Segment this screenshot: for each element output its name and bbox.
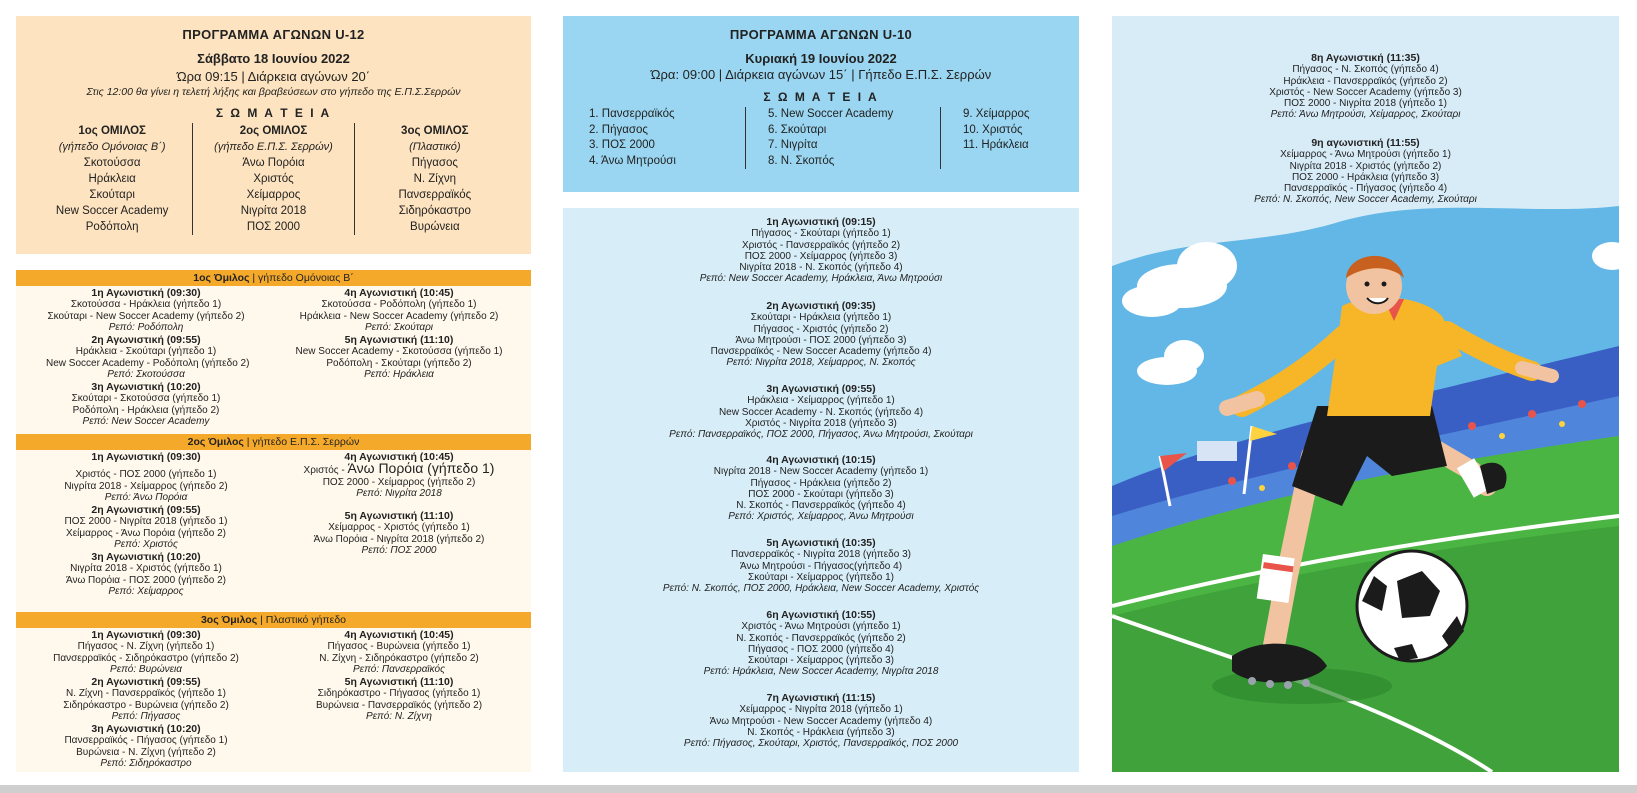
- match-line: Ν. Σκοπός - Πανσερραϊκός (γήπεδο 2): [736, 632, 906, 644]
- round-block: [46, 677, 246, 722]
- match-line: Ν. Σκοπός - Ηράκλεια (γήπεδο 3): [747, 726, 895, 738]
- rest-line: Ρεπό: Σιδηρόκαστρο: [100, 757, 192, 769]
- group-venue: (γήπεδο Ομόνοιας Β΄): [58, 141, 166, 153]
- match-line: Ν. Ζίχνη - Πανσερραϊκός (γήπεδο 1): [66, 688, 226, 700]
- rest-line: Ρεπό: Ροδόπολη: [108, 321, 184, 333]
- round-title: 5η Αγωνιστική (11:10): [344, 510, 454, 522]
- round-title: 1η Αγωνιστική (09:30): [91, 287, 201, 299]
- match-away: Άνω Πορόια (γήπεδο 1): [347, 460, 495, 477]
- match-line: Σκούταρι - Χείμαρρος (γήπεδο 3): [748, 655, 894, 667]
- match-line: Νιγρίτα 2018 - Χριστός (γήπεδο 2): [1289, 160, 1442, 172]
- round-title: 9η αγωνιστική (11:55): [1311, 137, 1420, 149]
- match-line: Ροδόπολη - Ηράκλεια (γήπεδο 2): [72, 404, 220, 416]
- round-title: 3η Αγωνιστική (09:55): [766, 383, 876, 395]
- match-line: ΠΟΣ 2000 - Σκούταρι (γήπεδο 3): [748, 488, 894, 500]
- rest-line: Ρεπό: Ν. Σκοπός, ΠΟΣ 2000, Ηράκλεια, New Soccer Academy, Χριστός: [662, 583, 980, 595]
- round-title: 2η Αγωνιστική (09:35): [766, 300, 876, 312]
- match-line: Ν. Ζίχνη - Σιδηρόκαστρο (γήπεδο 2): [319, 652, 479, 664]
- match-line: Χείμαρρος - Χριστός (γήπεδο 1): [328, 522, 470, 534]
- match-line: New Soccer Academy - Ν. Σκοπός (γήπεδο 4): [718, 406, 924, 418]
- match-line: Πανσερραϊκός - Σιδηρόκαστρο (γήπεδο 2): [53, 652, 239, 664]
- match-line: Άνω Πορόια - ΠΟΣ 2000 (γήπεδο 2): [65, 574, 227, 586]
- u12-group-3: [354, 123, 515, 235]
- round-block: [294, 335, 504, 380]
- match-line: Πανσερραϊκός - Πήγασος (γήπεδο 4): [1283, 183, 1448, 195]
- rest-line: Ρεπό: Πανσερραϊκός, ΠΟΣ 2000, Πήγασος, Άνω Μητρούσι, Σκούταρι: [669, 429, 973, 441]
- u10-time: Ώρα: 09:00 | Διάρκεια αγώνων 15΄ | Γήπεδο Ε.Π.Σ. Σερρών: [650, 67, 992, 82]
- round-title: 4η Αγωνιστική (10:45): [344, 451, 454, 463]
- round-title: 3η Αγωνιστική (10:20): [91, 551, 201, 563]
- round-title: 1η Αγωνιστική (09:30): [91, 629, 201, 641]
- team: Χριστός: [253, 173, 294, 185]
- rest-line: Ρεπό: Ν. Ζίχνη: [365, 710, 432, 722]
- match-line: Ν. Σκοπός - Πανσερραϊκός (γήπεδο 4): [736, 500, 906, 512]
- match-line: Νιγρίτα 2018 - Χριστός (γήπεδο 1): [70, 563, 222, 575]
- rest-line: Ρεπό: Πήγασος, Σκούταρι, Χριστός, Πανσερραϊκός, ΠΟΣ 2000: [683, 738, 959, 750]
- round-block: [563, 301, 1079, 369]
- match-line: Σκούταρι - Σκοτούσσα (γήπεδο 1): [71, 393, 221, 405]
- group-name: 3ος ΟΜΙΛΟΣ: [401, 125, 469, 137]
- rest-line: Ρεπό: Νιγρίτα 2018, Χείμαρρος, Ν. Σκοπός: [726, 357, 916, 369]
- round-block: [563, 384, 1079, 440]
- match-line: Σκοτούσσα - Ροδόπολη (γήπεδο 1): [321, 299, 477, 311]
- club: 4. Άνω Μητρούσι: [589, 154, 676, 167]
- round-title: 1η Αγωνιστική (09:15): [766, 216, 876, 228]
- match-line: Ηράκλεια - Χείμαρρος (γήπεδο 1): [747, 395, 895, 407]
- group-venue: (Πλαστικό): [409, 141, 461, 153]
- match-line: Πανσερραϊκός - New Soccer Academy (γήπεδο 4): [710, 346, 932, 358]
- rest-line: Ρεπό: Άνω Πορόια: [104, 491, 188, 503]
- group-2-rounds: [16, 450, 531, 612]
- club: 3. ΠΟΣ 2000: [589, 139, 655, 151]
- round-title: 7η Αγωνιστική (11:15): [766, 692, 876, 704]
- football-icon: [1357, 551, 1467, 661]
- group-venue: (γήπεδο Ε.Π.Σ. Σερρών): [214, 141, 333, 153]
- rest-line: Ρεπό: Χριστός: [114, 538, 178, 550]
- band-group-name: 3ος Όμιλος: [200, 614, 258, 626]
- match-line: Σκούταρι - Χείμαρρος (γήπεδο 1): [748, 571, 894, 583]
- team: Ροδόπολη: [85, 221, 139, 233]
- match-line: Άνω Μητρούσι - ΠΟΣ 2000 (γήπεδο 3): [735, 334, 907, 346]
- round-title: 4η Αγωνιστική (10:45): [344, 629, 454, 641]
- match-line: Ηράκλεια - New Soccer Academy (γήπεδο 2): [299, 310, 499, 322]
- round-block: [46, 334, 250, 380]
- rest-line: Ρεπό: Σκούταρι: [364, 321, 434, 333]
- round-title: 8η Αγωνιστική (11:35): [1311, 52, 1420, 64]
- rest-line: Ρεπό: Χείμαρρος: [108, 585, 184, 597]
- u10-schedule-panel: [563, 208, 1079, 772]
- match-line: Πήγασος - Ν. Σκοπός (γήπεδο 4): [1292, 64, 1439, 76]
- match-line: Ροδόπολη - Σκούταρι (γήπεδο 2): [326, 357, 472, 369]
- group-1-rounds: [16, 286, 531, 434]
- band-group-name: 1ος Όμιλος: [193, 272, 250, 284]
- round-block: [46, 724, 246, 769]
- group-1-band: [16, 270, 531, 286]
- match-line: New Soccer Academy - Σκοτούσσα (γήπεδο 1): [295, 346, 503, 358]
- round-block: [46, 630, 246, 675]
- match-line: Πανσερραϊκός - Νιγρίτα 2018 (γήπεδο 3): [731, 549, 911, 561]
- u12-header-panel: [16, 16, 531, 254]
- u12-groups: [16, 123, 531, 235]
- rest-line: Ρεπό: Πήγασος: [111, 710, 181, 722]
- match-line: Πήγασος - Ν. Ζίχνη (γήπεδο 1): [77, 641, 215, 653]
- match-line-big: [294, 460, 504, 477]
- team: Νιγρίτα 2018: [240, 205, 307, 217]
- rest-line: Ρεπό: Άνω Μητρούσι, Χείμαρρος, Σκούταρι: [1270, 109, 1461, 121]
- rest-line: Ρεπό: Ηράκλεια: [364, 368, 434, 380]
- match-line: ΠΟΣ 2000 - Χείμαρρος (γήπεδο 3): [744, 250, 898, 262]
- club: 6. Σκούταρι: [768, 123, 827, 136]
- round-block: [563, 455, 1079, 523]
- match-line: Σκοτούσσα - Ηράκλεια (γήπεδο 1): [70, 299, 222, 311]
- round-block: [46, 382, 246, 427]
- match-line: Χείμαρρος - Νιγρίτα 2018 (γήπεδο 1): [739, 704, 903, 716]
- round-block: [294, 677, 504, 722]
- match-line: Σιδηρόκαστρο - Βυρώνεια (γήπεδο 2): [63, 699, 229, 711]
- match-line: Χριστός - Νιγρίτα 2018 (γήπεδο 3): [745, 417, 897, 429]
- band-venue: | γήπεδο Ε.Π.Σ. Σερρών: [243, 436, 360, 448]
- match-line: Βυρώνεια - Πανσερραϊκός (γήπεδο 2): [315, 699, 483, 711]
- club: 8. Ν. Σκοπός: [768, 154, 835, 167]
- round-title: 2η Αγωνιστική (09:55): [91, 676, 201, 688]
- match-line: Βυρώνεια - Ν. Ζίχνη (γήπεδο 2): [76, 746, 216, 758]
- match-line: Νιγρίτα 2018 - Ν. Σκοπός (γήπεδο 4): [739, 262, 903, 274]
- rest-line: Ρεπό: New Soccer Academy, Ηράκλεια, Άνω Μητρούσι: [699, 273, 943, 285]
- clubs-column-3: [940, 107, 1055, 169]
- round-title: 2η Αγωνιστική (09:55): [91, 504, 201, 516]
- group-3-rounds: [16, 628, 531, 776]
- team: Ν. Ζίχνη: [413, 173, 457, 185]
- u12-time: Ώρα 09:15 | Διάρκεια αγώνων 20΄: [176, 69, 371, 84]
- round-block: [563, 693, 1079, 749]
- match-line: Άνω Μητρούσι - New Soccer Academy (γήπεδο 4): [709, 715, 933, 727]
- team: Βυρώνεια: [410, 221, 460, 233]
- clubs-column-2: [745, 107, 940, 169]
- team: Σκοτούσσα: [83, 157, 141, 169]
- u10-clubs-title: Σ Ω Μ Α Τ Ε Ι Α: [763, 90, 879, 104]
- rest-line: Ρεπό: New Soccer Academy: [82, 415, 210, 427]
- match-line: Χείμαρρος - Άνω Μητρούσι (γήπεδο 1): [1280, 149, 1451, 161]
- match-line: Σκούταρι - New Soccer Academy (γήπεδο 2): [47, 310, 245, 322]
- club: 5. New Soccer Academy: [768, 108, 894, 120]
- team: Άνω Πορόια: [242, 157, 305, 169]
- rest-line: Ρεπό: Βυρώνεια: [110, 663, 182, 675]
- band-venue: | Πλαστικό γήπεδο: [257, 614, 347, 626]
- round-title: 4η Αγωνιστική (10:15): [766, 454, 876, 466]
- match-line: Άνω Πορόια - Νιγρίτα 2018 (γήπεδο 2): [313, 533, 485, 545]
- club: 11. Ηράκλεια: [963, 139, 1029, 151]
- u12-date: Σάββατο 18 Ιουνίου 2022: [197, 51, 350, 66]
- club: 1. Πανσερραϊκός: [589, 108, 675, 120]
- u10-header-panel: [563, 16, 1079, 192]
- match-line: Ηράκλεια - Σκούταρι (γήπεδο 1): [75, 346, 217, 358]
- u12-group-1: [32, 123, 192, 235]
- match-line: New Soccer Academy - Ροδόπολη (γήπεδο 2): [46, 357, 250, 369]
- round-block: [294, 452, 504, 499]
- u12-schedule-panel: [16, 270, 531, 772]
- match-line: ΠΟΣ 2000 - Ηράκλεια (γήπεδο 3): [1291, 171, 1440, 183]
- match-line: Χριστός - New Soccer Academy (γήπεδο 3): [1269, 86, 1462, 98]
- match-line: Χείμαρρος - Άνω Πορόια (γήπεδο 2): [66, 527, 226, 539]
- rest-line: Ρεπό: Ηράκλεια, New Soccer Academy, Νιγρίτα 2018: [703, 666, 939, 678]
- round-title: 3η Αγωνιστική (10:20): [91, 381, 201, 393]
- match-line: Πήγασος - ΠΟΣ 2000 (γήπεδο 4): [747, 643, 895, 655]
- group-name: 2ος ΟΜΙΛΟΣ: [239, 125, 308, 137]
- group-2-band: [16, 434, 531, 450]
- club: 7. Νιγρίτα: [768, 139, 818, 151]
- u10-title: ΠΡΟΓΡΑΜΜΑ ΑΓΩΝΩΝ U-10: [729, 27, 913, 42]
- team: ΠΟΣ 2000: [246, 221, 301, 233]
- u12-title: ΠΡΟΓΡΑΜΜΑ ΑΓΩΝΩΝ U-12: [182, 27, 365, 42]
- round-title: 1η Αγωνιστική (09:30): [91, 451, 201, 463]
- round-title: 6η Αγωνιστική (10:55): [766, 609, 876, 621]
- clubs-column-1: [585, 107, 745, 169]
- match-line: Χριστός - Άνω Μητρούσι (γήπεδο 1): [741, 621, 901, 633]
- round-title: 5η Αγωνιστική (11:10): [344, 334, 454, 346]
- rest-line: Ρεπό: Νιγρίτα 2018: [356, 487, 442, 499]
- match-line: Πήγασος - Σκούταρι (γήπεδο 1): [751, 228, 891, 240]
- team: Χείμαρρος: [246, 189, 301, 201]
- round-block: [1112, 138, 1619, 206]
- round-block: [46, 288, 246, 333]
- match-line: Σκούταρι - Ηράκλεια (γήπεδο 1): [750, 312, 892, 324]
- match-home: Χριστός -: [303, 465, 348, 477]
- match-line: Πήγασος - Βυρώνεια (γήπεδο 1): [327, 641, 471, 653]
- u12-clubs-title: Σ Ω Μ Α Τ Ε Ι Α: [215, 106, 332, 120]
- bottom-scroll-edge: [0, 785, 1637, 793]
- band-group-name: 2ος Όμιλος: [187, 436, 244, 448]
- team: Ηράκλεια: [88, 173, 136, 185]
- group-3-band: [16, 612, 531, 628]
- match-line: Χριστός - Πανσερραϊκός (γήπεδο 2): [741, 239, 901, 251]
- team: Σιδηρόκαστρο: [398, 205, 471, 217]
- team: Πανσερραϊκός: [398, 189, 472, 201]
- team: Σκούταρι: [89, 189, 135, 201]
- round-title: 2η Αγωνιστική (09:55): [91, 334, 201, 346]
- team: New Soccer Academy: [55, 205, 169, 217]
- round-block: [563, 538, 1079, 594]
- match-line: Άνω Μητρούσι - Πήγασος(γήπεδο 4): [739, 560, 903, 572]
- match-line: Πανσερραϊκός - Πήγασος (γήπεδο 1): [64, 735, 228, 747]
- rest-line: Ρεπό: Ν. Σκοπός, New Soccer Academy, Σκούταρι: [1254, 194, 1477, 206]
- match-line: ΠΟΣ 2000 - Νιγρίτα 2018 (γήπεδο 1): [64, 516, 228, 528]
- round-block: [294, 630, 504, 675]
- band-venue: | γήπεδο Ομόνοιας Β΄: [249, 272, 354, 284]
- match-line: ΠΟΣ 2000 - Χείμαρρος (γήπεδο 2): [322, 476, 476, 488]
- rest-line: Ρεπό: Χριστός, Χείμαρρος, Άνω Μητρούσι: [728, 511, 914, 523]
- club: 2. Πήγασος: [589, 123, 648, 136]
- match-line: Πήγασος - Χριστός (γήπεδο 2): [753, 323, 889, 335]
- u12-group-2: [192, 123, 353, 235]
- round-block: [1112, 53, 1619, 121]
- rest-line: Ρεπό: ΠΟΣ 2000: [361, 544, 437, 556]
- round-block: [294, 288, 504, 333]
- round-block: [46, 505, 246, 550]
- match-line: Σιδηρόκαστρο - Πήγασος (γήπεδο 1): [317, 688, 481, 700]
- round-block: [563, 610, 1079, 678]
- round-block: [46, 552, 246, 597]
- round-block: [563, 217, 1079, 285]
- match-line: ΠΟΣ 2000 - Νιγρίτα 2018 (γήπεδο 1): [1284, 98, 1447, 110]
- match-line: Νιγρίτα 2018 - Χείμαρρος (γήπεδο 2): [64, 480, 228, 492]
- round-title: 5η Αγωνιστική (11:10): [344, 676, 454, 688]
- club: 10. Χριστός: [963, 123, 1023, 136]
- right-panel: [1112, 16, 1619, 772]
- rest-line: Ρεπό: Πανσερραϊκός: [353, 663, 445, 675]
- football-illustration: [1112, 16, 1619, 772]
- u10-date: Κυριακή 19 Ιουνίου 2022: [745, 51, 897, 66]
- u10-clubs-list: [585, 107, 1055, 169]
- club: 9. Χείμαρρος: [963, 108, 1030, 120]
- match-line: Χριστός - ΠΟΣ 2000 (γήπεδο 1): [75, 469, 217, 481]
- team: Πήγασος: [411, 157, 458, 169]
- rest-line: Ρεπό: Σκοτούσσα: [107, 368, 185, 380]
- u12-ceremony-note: Στις 12:00 θα γίνει η τελετή λήξης και βραβεύσεων στο γήπεδο της Ε.Π.Σ.Σερρών: [86, 86, 461, 98]
- match-line: Ηράκλεια - Πανσερραϊκός (γήπεδο 2): [1283, 75, 1448, 87]
- round-title: 5η Αγωνιστική (10:35): [766, 537, 876, 549]
- group-name: 1ος ΟΜΙΛΟΣ: [78, 125, 146, 137]
- match-line: Νιγρίτα 2018 - New Soccer Academy (γήπεδο 1): [713, 466, 929, 478]
- round-title: 4η Αγωνιστική (10:45): [344, 287, 454, 299]
- round-title: 3η Αγωνιστική (10:20): [91, 723, 201, 735]
- round-block: [294, 511, 504, 556]
- match-line: Πήγασος - Ηράκλεια (γήπεδο 2): [750, 477, 892, 489]
- round-block: [46, 452, 246, 503]
